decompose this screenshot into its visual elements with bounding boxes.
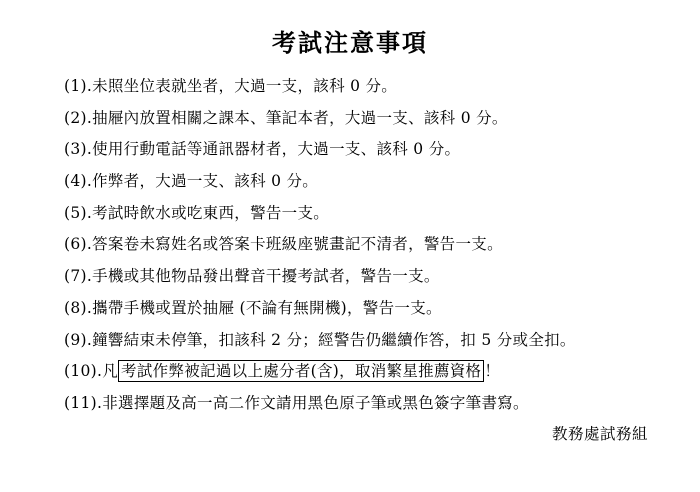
- rule-item-11: (11).非選擇題及高一高二作文請用黑色原子筆或黑色簽字筆書寫。: [64, 393, 529, 412]
- rules-list: [64, 71, 694, 420]
- page-title: 考試注意事項: [272, 28, 428, 57]
- rule-item-10: [64, 356, 694, 388]
- rule-item-4: (4).作弊者，大過一支、該科 0 分。: [64, 172, 319, 191]
- rule-item-9: (9).鐘響結束未停筆，扣該科 2 分；經警告仍繼續作答，扣 5 分或全扣。: [64, 330, 576, 349]
- rule-item-8: (8).攜帶手機或置於抽屜 (不論有無開機)，警告一支。: [64, 298, 442, 317]
- rule-10-boxed-text: 考試作弊被記過以上處分者(含)，取消繁星推薦資格: [118, 360, 484, 382]
- rule-item-5: (5).考試時飲水或吃東西，警告一支。: [64, 203, 330, 222]
- rule-10-prefix: (10).凡: [64, 362, 119, 381]
- rule-item-7: (7).手機或其他物品發出聲音干擾考試者，警告一支。: [64, 267, 440, 286]
- rule-item-3: (3).使用行動電話等通訊器材者，大過一支、該科 0 分。: [64, 140, 461, 159]
- rule-10-suffix: ！: [484, 362, 501, 381]
- signature: 教務處試務組: [551, 425, 648, 443]
- rule-item-1: (1).未照坐位表就坐者，大過一支，該科 0 分。: [64, 77, 398, 95]
- rule-item-2: (2).抽屜內放置相關之課本、筆記本者，大過一支、該科 0 分。: [64, 108, 508, 127]
- rule-item-6: (6).答案卷未寫姓名或答案卡班級座號畫記不清者，警告一支。: [64, 235, 503, 254]
